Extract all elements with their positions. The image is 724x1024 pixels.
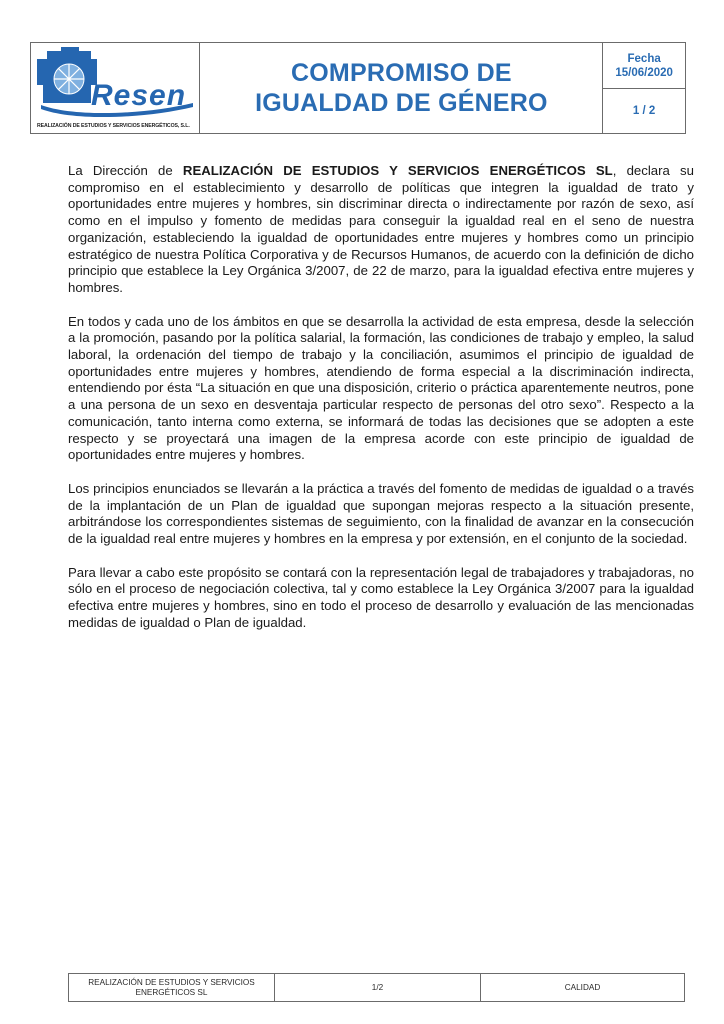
title-line-1: COMPROMISO DE: [291, 59, 512, 87]
meta-cell: [603, 43, 685, 133]
date-label: Fecha: [627, 52, 661, 65]
document-header: [30, 42, 686, 134]
document-footer: [68, 973, 685, 1002]
logo-caption: REALIZACIÓN DE ESTUDIOS Y SERVICIOS ENERGÉTICOS, S.L.: [37, 123, 190, 129]
footer-department: CALIDAD: [564, 982, 601, 992]
page-number: 1 / 2: [632, 105, 656, 117]
paragraph-1: [68, 163, 694, 297]
paragraph-2: En todos y cada uno de los ámbitos en que se desarrolla la actividad de esta empresa, desde la selección a la promoción, pasando por la política salarial, la formación, las condiciones de trabajo y empleo, la salud laboral, la ordenación del tiempo de trabajo y la conciliación, asumimos el principio de igualdad de oportunidades entre mujeres y hombres, atendiendo de forma especial a la discriminación indirecta, entendiendo por ésta “La situación en que una disposición, criterio o práctica aparentemente neutros, pone a una persona de un sexo en desventaja particular respecto de personas del otro sexo”. Respecto a la comunicación, tanto interna como externa, se informará de todas las decisiones que se adopten a este respecto y se proyectará una imagen de la empresa acorde con este principio de igualdad de oportunidades entre mujeres y hombres.: [68, 313, 694, 463]
footer-page: 1/2: [275, 974, 481, 1001]
date-value: 15/06/2020: [615, 66, 673, 79]
paragraph-1-rest: , declara su compromiso en el establecimiento y desarrollo de políticas que integren la igualdad de trato y oportunidades entre mujeres y hombres, sin discriminar directa o indirectamente por razón de sexo, así como en el impulso y fomento de medidas para conseguir la igualdad real en el seno de nuestra organización, estableciendo la igualdad de oportunidades entre mujeres y hombres como un principio estratégico de nuestra Política Corporativa y de Recursos Humanos, de acuerdo con la definición de dicho principio que establece la Ley Orgánica 3/2007, de 22 de marzo, para la igualdad efectiva entre mujeres y hombres.: [68, 163, 694, 295]
logo-cell: [31, 43, 200, 133]
paragraph-1-intro: La Dirección de: [68, 163, 183, 178]
title-line-2: IGUALDAD DE GÉNERO: [255, 89, 548, 117]
footer-company-line-2: ENERGÉTICOS SL: [135, 987, 208, 997]
svg-text:Resen: Resen: [91, 79, 187, 112]
company-name: REALIZACIÓN DE ESTUDIOS Y SERVICIOS ENERGÉTICOS SL: [182, 163, 613, 178]
footer-company-line-1: REALIZACIÓN DE ESTUDIOS Y SERVICIOS: [88, 977, 255, 987]
document-title: [200, 43, 603, 133]
footer-company: [69, 974, 275, 1001]
date-block: [603, 43, 685, 89]
paragraph-3: Los principios enunciados se llevarán a la práctica a través del fomento de medidas de igualdad o a través de la implantación de un Plan de igualdad que supongan mejoras respecto a la situación presente, arbitrándose los correspondientes sistemas de seguimiento, con la finalidad de avanzar en la consecución de la igualdad real entre mujeres y hombres en la empresa y por extensión, en el conjunto de la sociedad.: [68, 480, 694, 547]
resen-logo-icon: [33, 45, 199, 125]
document-body: [68, 163, 694, 649]
page-block: [603, 89, 685, 133]
paragraph-4: Para llevar a cabo este propósito se contará con la representación legal de trabajadores y trabajadoras, no sólo en el proceso de negociación colectiva, tal y como establece la Ley Orgánica 3/2007 para la igualdad efectiva entre mujeres y hombres, sino en todo el proceso de desarrollo y evaluación de las mencionadas medidas de igualdad o Plan de igualdad.: [68, 564, 694, 630]
